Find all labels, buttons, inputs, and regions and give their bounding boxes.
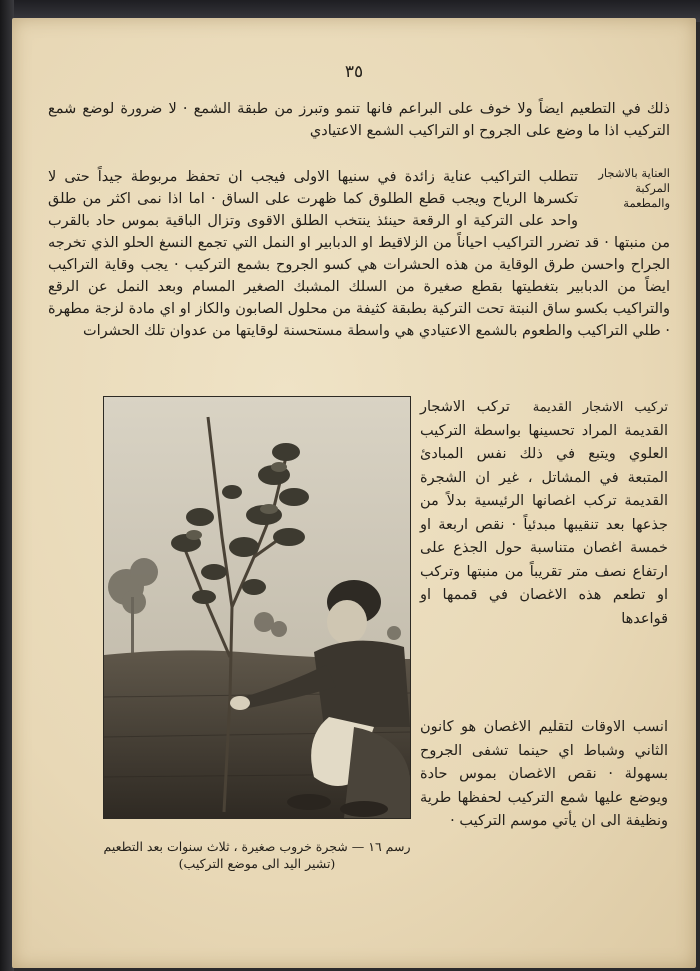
figure-caption [92,838,422,872]
section-text-pruning: هو كانون الثاني وشباط اي حينما تشفى الجروح بسهولة · نقص الاغصان بموس حادة ويوضع عليها شمع التركيب لحفظها طرية ونظيفة الى ان يأتي موسم التركيب · [420,719,668,829]
figure-photo [103,396,411,819]
page-number: ٣٥ [344,62,364,82]
caption-subtitle: (تشير اليد الى موضع التركيب) [178,856,336,871]
book-page [12,18,696,968]
paragraph-care [48,166,670,342]
section-old-trees [420,396,668,631]
section-text-old-trees: تركب الاشجار القديمة المراد تحسينها بواسطة التركيب العلوي ويتبع في ذلك نفس المبادئ المتبعة في المشاتل ، غير ان الشجرة القديمة تركب اغصانها الرئيسية بدلاً من جذعها بعد تنقيبها مبدئياً · نقص اربعة او خمسة اغصان متناسبة حول الجذع على ارتفاع نصف متر تقريباً من منبتها وتركب او تطعم هذه الاغصان في قممها او قواعدها [420,399,668,627]
carob-tree-photo [104,397,410,818]
paragraph-care-text: تتطلب التراكيب عناية زائدة في سنيها الاولى فيجب ان تحفظ مربوطة جيداً حتى لا تكسرها الرياح ويجب قطع الطلوق كما ظهرت على الساق · اما اذا نمى اكثر من طلق واحد على التركية او الرقعة حينئذ ينتخب الطلق الاقوى وتزال الباقية بموس حاد بالقرب من منبتها · قد تضرر التراكيب احياناً من الزلاقيط او الدبابير او النمل التي تجمع النسغ الحلو الذي تخرجه الجراح واحسن طرق الوقاية من هذه الحشرات هي كسو الجروح بشمع التركيب · يجب وقاية التراكيب ايضاً من الدبابير بتغطيتها بقطع صغيرة من السلك المشبك الصغير المسام وبعد النمل عن الرقع والتراكيب بكسو ساق النبتة تحت التركية بطبقة كثيفة من محلول الصابون والكاز او اي مادة لزجة مطهرة · طلي التراكيب والطعوم بالشمع الاعتيادي هي واسطة مستحسنة لوقايتها من عدوان تلك الحشرات [48,169,670,339]
margin-note-care: العناية بالاشجار المركبة والمطعمة [598,166,670,210]
paragraph-wax: ذلك في التطعيم ايضاً ولا خوف على البراعم فانها تنمو وتبرز من طبقة الشمع · لا ضرورة لوضع شمع التركيب اذا ما وضع على الجروح او التراكيب الشمع الاعتيادي [48,101,670,139]
section-heading-pruning: انسب الاوقات لتقليم الاغصان [483,719,668,735]
section-pruning-time [420,716,668,834]
caption-title: رسم ١٦ — شجرة خروب صغيرة ، ثلاث سنوات بعد التطعيم [103,839,411,854]
section-heading-old-trees: تركيب الاشجار القديمة [532,400,669,415]
